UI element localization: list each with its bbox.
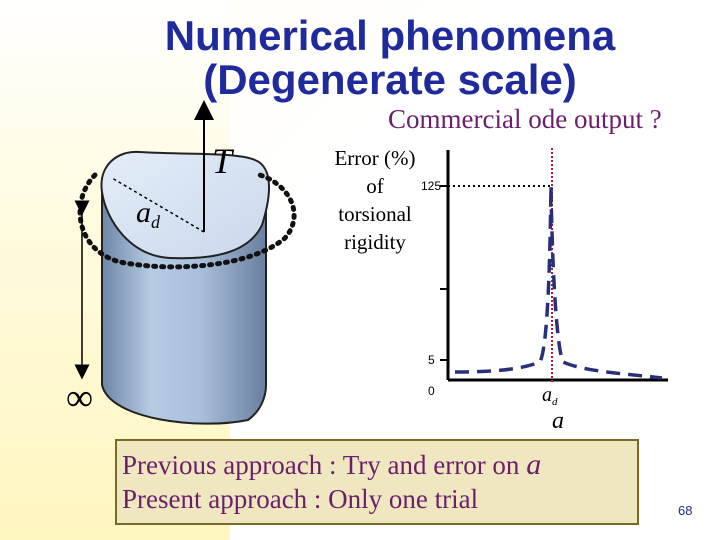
previous-approach-symbol: a <box>526 448 542 481</box>
page-number: 68 <box>678 503 693 518</box>
slide-title-line2: (Degenerate scale) <box>203 56 577 103</box>
radius-symbol <box>136 196 160 230</box>
cylinder-shape <box>101 152 269 424</box>
error-curve <box>455 186 662 378</box>
y-tick-125: 125 <box>421 179 442 193</box>
radius-symbol-a: a <box>136 196 151 229</box>
subtitle-question: Commercial ode output ? <box>388 104 662 134</box>
ylabel-line-1: Error (%) <box>334 146 416 170</box>
ylabel-line-4: rigidity <box>344 230 406 254</box>
radius-symbol-subscript: d <box>151 212 160 232</box>
infinity-symbol: ∞ <box>66 377 94 419</box>
x-tick-a-d <box>542 384 558 407</box>
slide-title-line1: Numerical phenomena <box>164 12 616 59</box>
ylabel-line-2: of <box>366 174 384 198</box>
present-approach-text: Present approach : Only one trial <box>122 484 479 514</box>
x-axis-label: a <box>552 408 564 434</box>
y-tick-5: 5 <box>428 353 435 367</box>
ylabel-line-3: torsional <box>338 202 412 226</box>
y-tick-0: 0 <box>428 384 435 398</box>
torque-symbol: T <box>212 141 233 181</box>
chart-y-label <box>300 144 450 256</box>
previous-approach-text <box>122 448 541 482</box>
x-tick-d: d <box>552 396 558 408</box>
x-tick-a: a <box>542 384 552 406</box>
previous-approach-label: Previous approach : Try and error on <box>122 450 527 480</box>
